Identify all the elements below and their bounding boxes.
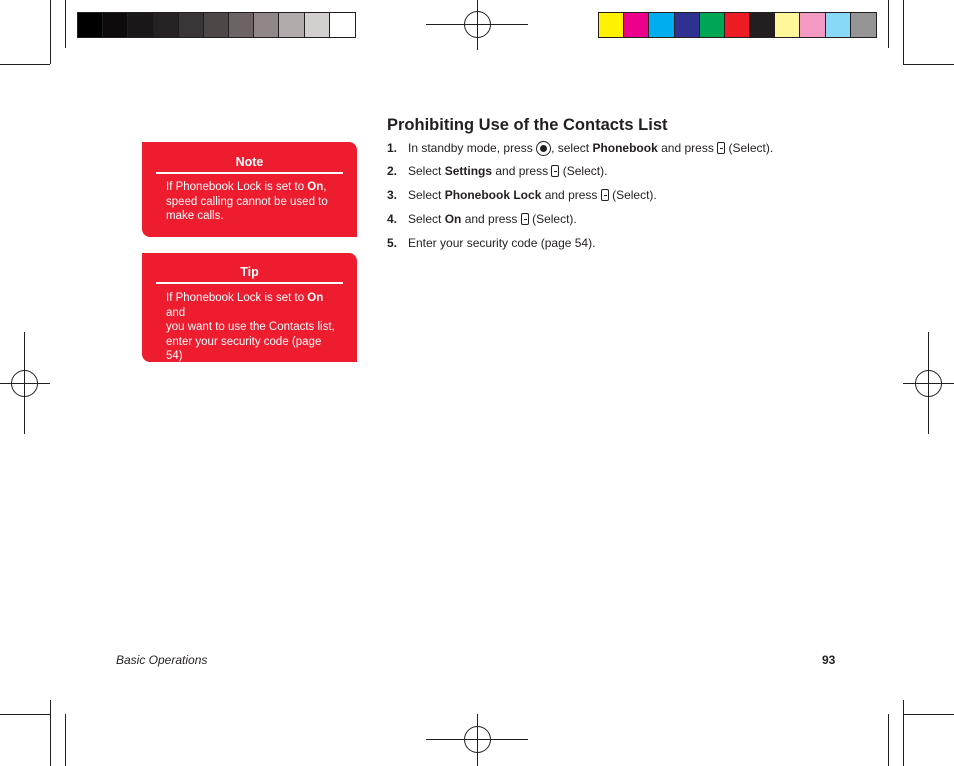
step-number: 2.	[387, 164, 398, 178]
softkey-icon	[601, 189, 609, 201]
step-item	[387, 212, 577, 226]
nav-key-icon	[536, 141, 551, 156]
tip-text	[166, 291, 339, 378]
text-run: you want to use the Contacts list,	[166, 321, 335, 333]
color-swatch	[624, 13, 649, 37]
color-swatch	[154, 13, 179, 37]
color-swatch	[725, 13, 750, 37]
color-swatch	[675, 13, 700, 37]
text-run: speed calling cannot be used to	[166, 195, 328, 208]
softkey-icon	[521, 213, 529, 225]
text-run: and	[166, 306, 186, 319]
text-run: ,	[323, 181, 327, 193]
step-number: 3.	[387, 188, 398, 202]
step-item	[387, 164, 607, 178]
color-swatch	[103, 13, 128, 37]
menu-item-name: Settings	[444, 164, 493, 178]
menu-item-name: Phonebook	[592, 141, 658, 155]
setting-value: On	[307, 181, 324, 193]
menu-item-name: Phonebook Lock	[444, 188, 542, 202]
note-line	[166, 195, 339, 210]
color-swatch	[826, 13, 851, 37]
color-swatch	[599, 13, 624, 37]
registration-mark-right	[903, 332, 954, 434]
text-run: enter your security code (page 54)	[166, 335, 322, 362]
tip-line	[166, 320, 339, 335]
color-swatch	[750, 13, 775, 37]
step-text: and press	[492, 164, 552, 178]
color-swatch	[254, 13, 279, 37]
color-swatch	[279, 13, 304, 37]
step-text: Select	[408, 188, 445, 202]
color-swatch	[204, 13, 229, 37]
step-item	[387, 188, 657, 202]
step-item	[387, 236, 595, 250]
color-calibration-bar	[598, 12, 877, 38]
tip-line	[166, 335, 339, 364]
step-text: (Select).	[725, 141, 774, 155]
menu-item-name: On	[444, 212, 462, 226]
setting-value: On	[307, 292, 324, 304]
step-text: In standby mode, press	[408, 141, 537, 155]
note-line	[166, 180, 339, 195]
section-heading: Prohibiting Use of the Contacts List	[387, 116, 668, 134]
tip-line	[166, 364, 339, 379]
text-run: make calls.	[166, 210, 224, 222]
step-text: (Select).	[559, 164, 608, 178]
tip-line	[166, 291, 339, 320]
color-swatch	[851, 13, 876, 37]
step-text: (Select).	[608, 188, 657, 202]
note-divider	[156, 172, 343, 174]
step-text: and press	[461, 212, 521, 226]
step-text: , select	[551, 141, 593, 155]
step-number: 5.	[387, 236, 398, 250]
step-text: (Select).	[528, 212, 577, 226]
tip-title: Tip	[240, 265, 259, 279]
tip-box	[142, 253, 357, 377]
step-text: and press	[541, 188, 601, 202]
color-swatch	[305, 13, 330, 37]
color-swatch	[128, 13, 153, 37]
color-swatch	[800, 13, 825, 37]
note-title: Note	[235, 155, 264, 169]
color-swatch	[775, 13, 800, 37]
color-swatch	[700, 13, 725, 37]
step-item	[387, 141, 773, 156]
note-line	[166, 209, 339, 224]
color-swatch	[78, 13, 103, 37]
text-run: If Phonebook Lock is set to	[166, 292, 308, 304]
step-number: 1.	[387, 141, 398, 155]
text-run: If Phonebook Lock is set to	[166, 181, 308, 193]
registration-mark-left	[0, 332, 50, 434]
step-text: Enter your security code (page 54).	[408, 236, 596, 250]
step-text: Select	[408, 164, 445, 178]
color-swatch	[330, 13, 355, 37]
color-swatch	[229, 13, 254, 37]
grayscale-calibration-bar	[77, 12, 356, 38]
softkey-icon	[717, 142, 725, 154]
note-box	[142, 142, 357, 237]
step-number: 4.	[387, 212, 398, 226]
registration-mark-bottom	[426, 714, 528, 766]
registration-mark-top	[426, 0, 528, 50]
tip-divider	[156, 282, 343, 284]
step-text: Select	[408, 212, 445, 226]
footer-section-name: Basic Operations	[116, 653, 208, 667]
note-text	[166, 180, 339, 224]
color-swatch	[179, 13, 204, 37]
softkey-icon	[551, 165, 559, 177]
step-text: and press	[657, 141, 718, 155]
page-number: 93	[822, 653, 836, 667]
text-run: to temporarily cancel the setting.	[166, 364, 332, 377]
color-swatch	[649, 13, 674, 37]
